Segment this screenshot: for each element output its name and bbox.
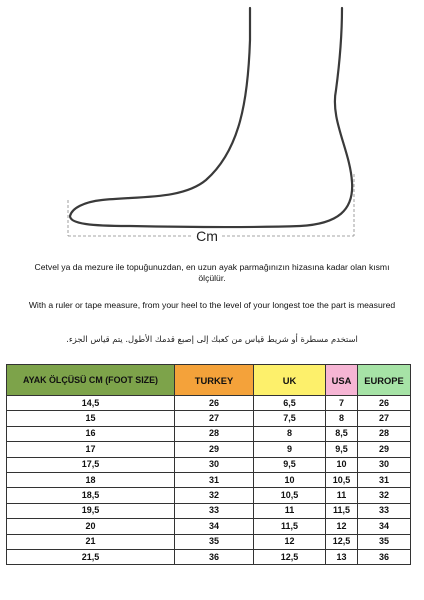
cell-usa: 9,5 — [326, 442, 358, 457]
cell-europe: 34 — [358, 519, 411, 534]
cell-turkey: 36 — [175, 549, 254, 564]
cell-turkey: 34 — [175, 519, 254, 534]
cell-turkey: 35 — [175, 534, 254, 549]
table-row — [7, 534, 411, 549]
table-row — [7, 411, 411, 426]
table-body — [7, 396, 411, 565]
cell-usa: 11,5 — [326, 503, 358, 518]
cell-turkey: 26 — [175, 396, 254, 411]
cell-turkey: 30 — [175, 457, 254, 472]
cell-usa: 12 — [326, 519, 358, 534]
cell-foot-size-cm: 20 — [7, 519, 175, 534]
cell-turkey: 33 — [175, 503, 254, 518]
table-row — [7, 549, 411, 564]
instruction-arabic: استخدم مسطرة أو شريط قياس من كعبك إلى إصبع قدمك الأطول. يتم قياس الجزء. — [66, 334, 358, 344]
cell-usa: 11 — [326, 488, 358, 503]
cell-foot-size-cm: 14,5 — [7, 396, 175, 411]
cell-europe: 27 — [358, 411, 411, 426]
cell-turkey: 29 — [175, 442, 254, 457]
cell-europe: 29 — [358, 442, 411, 457]
table-row — [7, 396, 411, 411]
table-row — [7, 488, 411, 503]
cell-uk: 10 — [254, 472, 326, 487]
table-row — [7, 503, 411, 518]
cell-turkey: 27 — [175, 411, 254, 426]
table-row — [7, 426, 411, 441]
cell-foot-size-cm: 21,5 — [7, 549, 175, 564]
header-usa: USA — [326, 365, 358, 396]
cell-uk: 9,5 — [254, 457, 326, 472]
size-chart-table — [6, 364, 411, 565]
cell-usa: 8,5 — [326, 426, 358, 441]
cell-uk: 12 — [254, 534, 326, 549]
cell-uk: 9 — [254, 442, 326, 457]
cell-europe: 35 — [358, 534, 411, 549]
header-foot-size-cm: AYAK ÖLÇÜSÜ CM (FOOT SIZE) — [7, 365, 175, 396]
cell-europe: 36 — [358, 549, 411, 564]
cell-foot-size-cm: 21 — [7, 534, 175, 549]
cell-usa: 10,5 — [326, 472, 358, 487]
cell-europe: 28 — [358, 426, 411, 441]
cell-turkey: 31 — [175, 472, 254, 487]
cell-turkey: 32 — [175, 488, 254, 503]
cell-uk: 8 — [254, 426, 326, 441]
cell-uk: 12,5 — [254, 549, 326, 564]
cell-usa: 8 — [326, 411, 358, 426]
header-uk: UK — [254, 365, 326, 396]
cell-uk: 10,5 — [254, 488, 326, 503]
table-row — [7, 457, 411, 472]
cell-foot-size-cm: 15 — [7, 411, 175, 426]
cell-usa: 10 — [326, 457, 358, 472]
table-row — [7, 519, 411, 534]
header-europe: EUROPE — [358, 365, 411, 396]
cell-foot-size-cm: 18 — [7, 472, 175, 487]
cell-foot-size-cm: 19,5 — [7, 503, 175, 518]
cell-turkey: 28 — [175, 426, 254, 441]
cell-foot-size-cm: 17 — [7, 442, 175, 457]
cell-usa: 13 — [326, 549, 358, 564]
instruction-turkish: Cetvel ya da mezure ile topuğunuzdan, en uzun ayak parmağınızın hizasına kadar olan kısmı ölçülür. — [34, 262, 390, 283]
cell-europe: 26 — [358, 396, 411, 411]
table-row — [7, 442, 411, 457]
cell-usa: 7 — [326, 396, 358, 411]
cell-europe: 32 — [358, 488, 411, 503]
cell-europe: 31 — [358, 472, 411, 487]
table-row — [7, 472, 411, 487]
cell-uk: 6,5 — [254, 396, 326, 411]
foot-outline — [70, 8, 352, 227]
cell-foot-size-cm: 18,5 — [7, 488, 175, 503]
cell-foot-size-cm: 17,5 — [7, 457, 175, 472]
table-header-row — [7, 365, 411, 396]
cell-uk: 11,5 — [254, 519, 326, 534]
cell-europe: 33 — [358, 503, 411, 518]
cell-usa: 12,5 — [326, 534, 358, 549]
foot-measurement-illustration — [0, 0, 424, 250]
cell-uk: 7,5 — [254, 411, 326, 426]
header-turkey: TURKEY — [175, 365, 254, 396]
cell-foot-size-cm: 16 — [7, 426, 175, 441]
cell-europe: 30 — [358, 457, 411, 472]
cell-uk: 11 — [254, 503, 326, 518]
measure-label: Cm — [196, 228, 218, 244]
instruction-english: With a ruler or tape measure, from your heel to the level of your longest toe the part is measured — [28, 300, 396, 310]
